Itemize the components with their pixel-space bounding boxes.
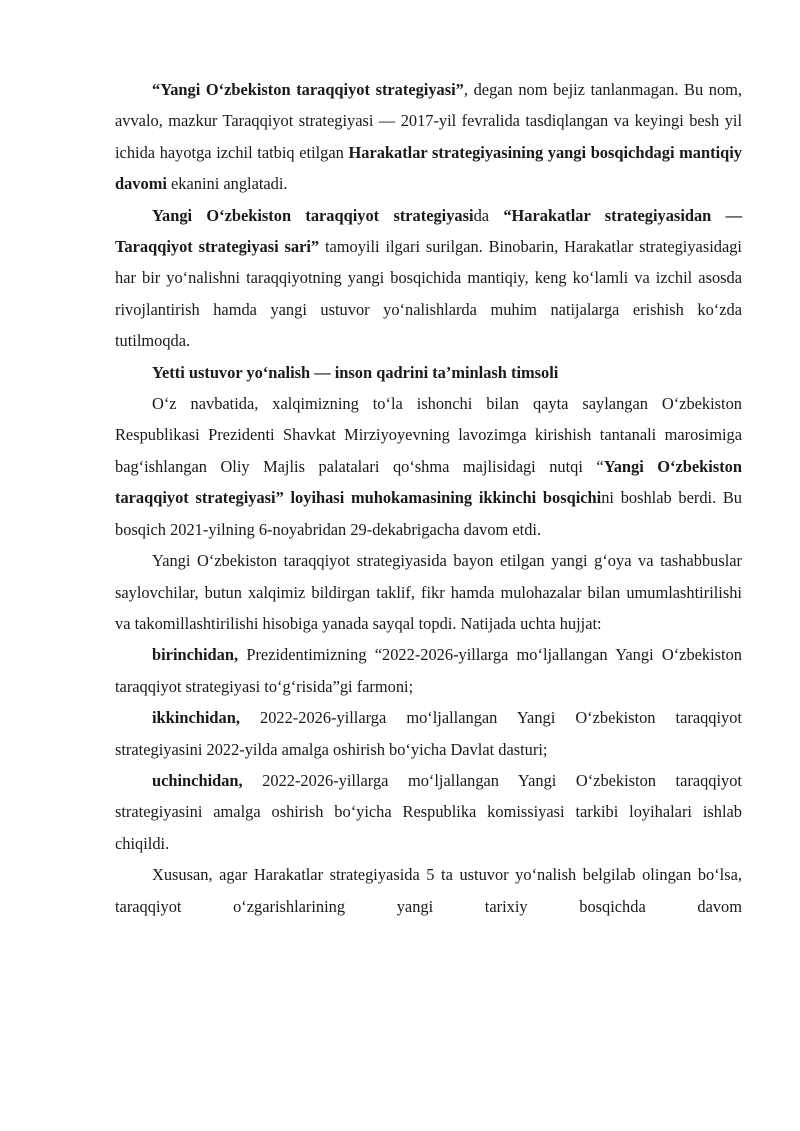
list-item-second — [115, 702, 742, 765]
bold-text: Harakatlar strategiyasining yangi bosqichdagi mantiqiy davomi — [115, 142, 742, 194]
text: 2022-2026-yillarga mo‘ljallangan Yangi O‘zbekiston taraqqiyot strategiyasini 2022-yilda amalga oshirish bo‘yicha Davlat dasturi; — [115, 708, 742, 759]
bold-text: Yangi O‘zbekiston taraqqiyot strategiyasi” — [115, 456, 742, 508]
text: O‘z navbatida, xalqimizning to‘la ishonchi bilan qayta saylangan O‘zbekiston Respublikasi Prezidenti Shavkat Mirziyoyevning lavozimga kirishish tantanali marosimiga bag‘ishlangan Oliy Majlis palatalari qo‘shma majlisidagi nutqi “ — [115, 394, 742, 476]
paragraph-speech — [115, 388, 742, 545]
list-item-first — [115, 639, 742, 702]
bold-text: birinchidan, — [152, 645, 239, 665]
text: Prezidentimizning “2022-2026-yillarga mo‘ljallangan Yangi O‘zbekiston taraqqiyot strategiyasi to‘g‘risida”gi farmoni; — [115, 645, 742, 696]
bold-text: ikkinchidan, — [152, 708, 240, 728]
bold-text: Yangi O‘zbekiston taraqqiyot strategiyasi — [152, 205, 474, 225]
text: ni boshlab berdi. Bu bosqich 2021-yilning 6-noyabridan 29-dekabrigacha davom etdi. — [115, 488, 743, 539]
bold-text: “Yangi O‘zbekiston taraqqiyot strategiyasi” — [152, 80, 464, 99]
text — [284, 488, 291, 507]
bold-text: loyihasi muhokamasining ikkinchi bosqichi — [290, 488, 602, 508]
paragraph-strategy-name — [115, 74, 742, 200]
text: tamoyili ilgari surilgan. Binobarin, Harakatlar strategiyasidagi har bir yo‘nalishni taraqqiyotning yangi bosqichida mantiqiy, keng ko‘lamli va izchil asosda rivojlantirish hamda yangi ustuvor yo‘nalishlarda muhim natijalarga erishish ko‘zda tutilmoqda. — [115, 237, 742, 351]
text: da — [473, 205, 504, 225]
paragraph-priorities: Xususan, agar Harakatlar strategiyasida 5 ta ustuvor yo‘nalish belgilab olingan bo‘lsa, taraqqiyot o‘zgarishlarining yangi tarixiy bosqichda davom — [115, 865, 742, 916]
bold-text: uchinchidan, — [152, 770, 243, 790]
text: ekanini anglatadi. — [166, 174, 288, 194]
paragraph-principle — [115, 200, 742, 357]
paragraph-result: Yangi O‘zbekiston taraqqiyot strategiyasida bayon etilgan yangi g‘oya va tashabbuslar saylovchilar, butun xalqimiz bildirgan taklif, fikr hamda mulohazalar bilan umumlashtirilishi va takomillashtirilishi hisobiga yanada sayqal topdi. Natijada uchta hujjat: — [115, 551, 742, 633]
text: 2022-2026-yillarga mo‘ljallangan Yangi O‘zbekiston taraqqiyot strategiyasini amalga oshirish bo‘yicha Respublika komissiyasi tarkibi loyihalari ishlab chiqildi. — [115, 770, 742, 853]
text: , degan nom bejiz tanlanmagan. Bu nom, avvalo, mazkur Taraqqiyot strategiyasi — 2017-yil fevralida tasdiqlangan va keyingi besh yil ichida hayotga izchil tatbiq etilgan — [115, 80, 743, 162]
bold-text: “Harakatlar strategiyasidan — Taraqqiyot strategiyasi sari” — [115, 205, 742, 257]
list-item-third — [115, 765, 742, 859]
section-heading: Yetti ustuvor yo‘nalish — inson qadrini ta’minlash timsoli — [152, 362, 559, 382]
